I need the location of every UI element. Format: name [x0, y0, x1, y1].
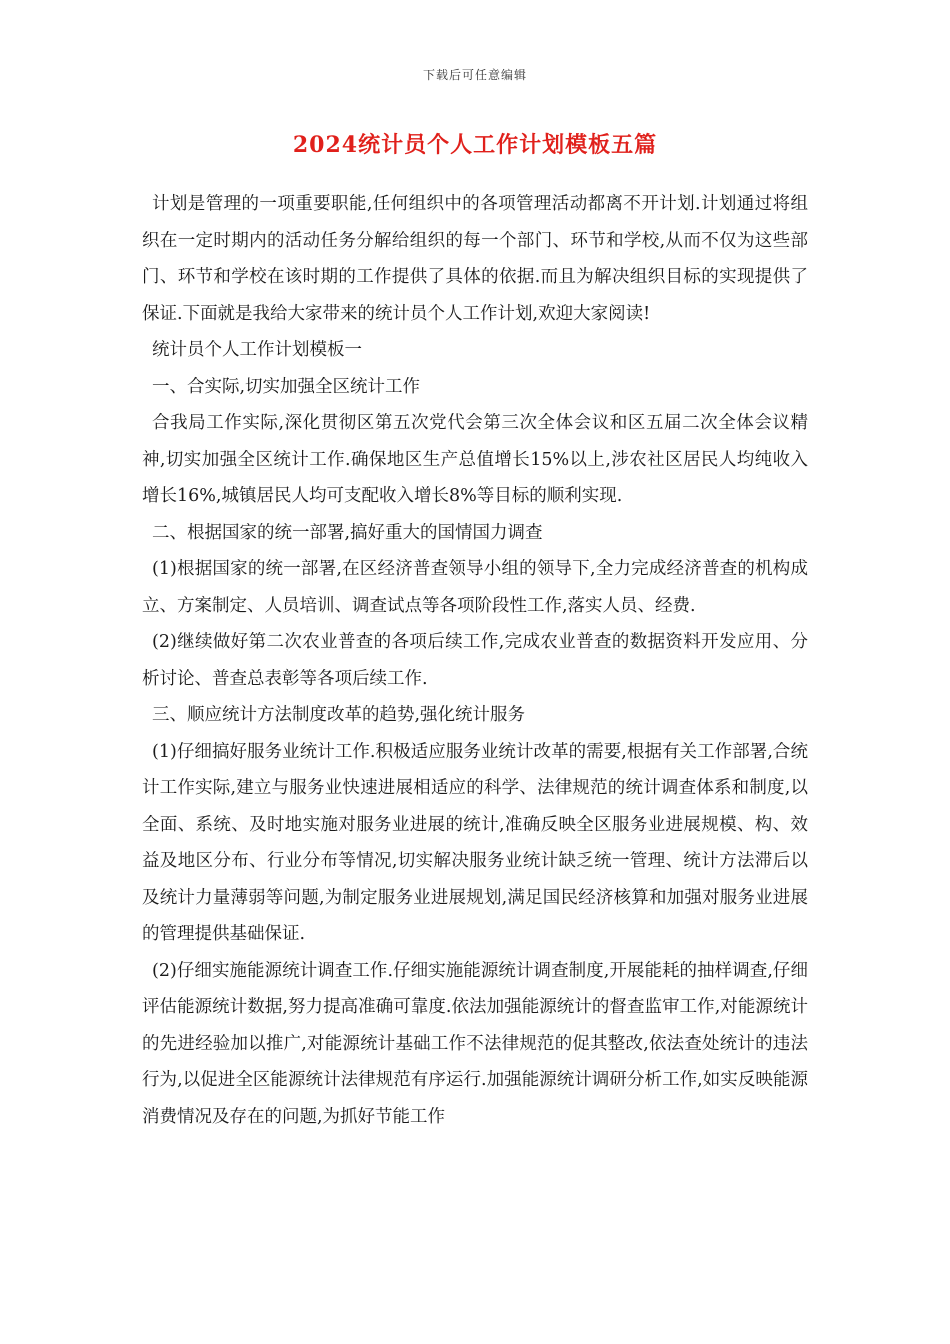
paragraph-section-3-heading: 三、顺应统计方法制度改革的趋势,强化统计服务 [152, 705, 526, 725]
paragraph-section-1-body: 合我局工作实际,深化贯彻区第五次党代会第三次全体会议和区五届二次全体会议精神,切实加强全区统计工作.确保地区生产总值增长15%以上,涉农社区居民人均纯收入增长16%,城镇居民人均可支配收入增长8%等目标的顺利实现. [142, 413, 808, 506]
header-note: 下载后可任意编辑 [422, 68, 527, 82]
paragraph-section-1-heading: 一、合实际,切实加强全区统计工作 [152, 376, 421, 397]
paragraph-section-2-item-2: (2)继续做好第二次农业普查的各项后续工作,完成农业普查的数据资料开发应用、分析讨论、普查总表彰等各项后续工作. [142, 632, 808, 689]
paragraph-section-2-item-1: (1)根据国家的统一部署,在区经济普查领导小组的领导下,全力完成经济普查的机构成立、方案制定、人员培训、调查试点等各项阶段性工作,落实人员、经费. [142, 559, 808, 616]
document-body [142, 186, 808, 1135]
paragraph-section-3-item-2: (2)仔细实施能源统计调查工作.仔细实施能源统计调查制度,开展能耗的抽样调查,仔细评估能源统计数据,努力提高准确可靠度.依法加强能源统计的督查监审工作,对能源统计的先进经验加以推广,对能源统计基础工作不法律规范的促其整改,依法查处统计的违法行为,以促进全区能源统计法律规范有序运行.加强能源统计调研分析工作,如实反映能源消费情况及存在的问题,为抓好节能工作 [142, 960, 808, 1127]
document-title: 2024统计员个人工作计划模板五篇 [292, 132, 658, 158]
paragraph-intro: 计划是管理的一项重要职能,任何组织中的各项管理活动都离不开计划.计划通过将组织在一定时期内的活动任务分解给组织的每一个部门、环节和学校,从而不仅为这些部门、环节和学校在该时期的工作提供了具体的依据.而且为解决组织目标的实现提供了保证.下面就是我给大家带来的统计员个人工作计划,欢迎大家阅读! [142, 194, 808, 324]
paragraph-template-heading: 统计员个人工作计划模板一 [152, 340, 362, 360]
paragraph-section-3-item-1: (1)仔细搞好服务业统计工作.积极适应服务业统计改革的需要,根据有关工作部署,合统计工作实际,建立与服务业快速进展相适应的科学、法律规范的统计调查体系和制度,以全面、系统、及时地实施对服务业进展的统计,准确反映全区服务业进展规模、构、效益及地区分布、行业分布等情况,切实解决服务业统计缺乏统一管理、统计方法滞后以及统计力量薄弱等问题,为制定服务业进展规划,满足国民经济核算和加强对服务业进展的管理提供基础保证. [142, 741, 808, 944]
paragraph-section-2-heading: 二、根据国家的统一部署,搞好重大的国情国力调查 [152, 522, 543, 543]
